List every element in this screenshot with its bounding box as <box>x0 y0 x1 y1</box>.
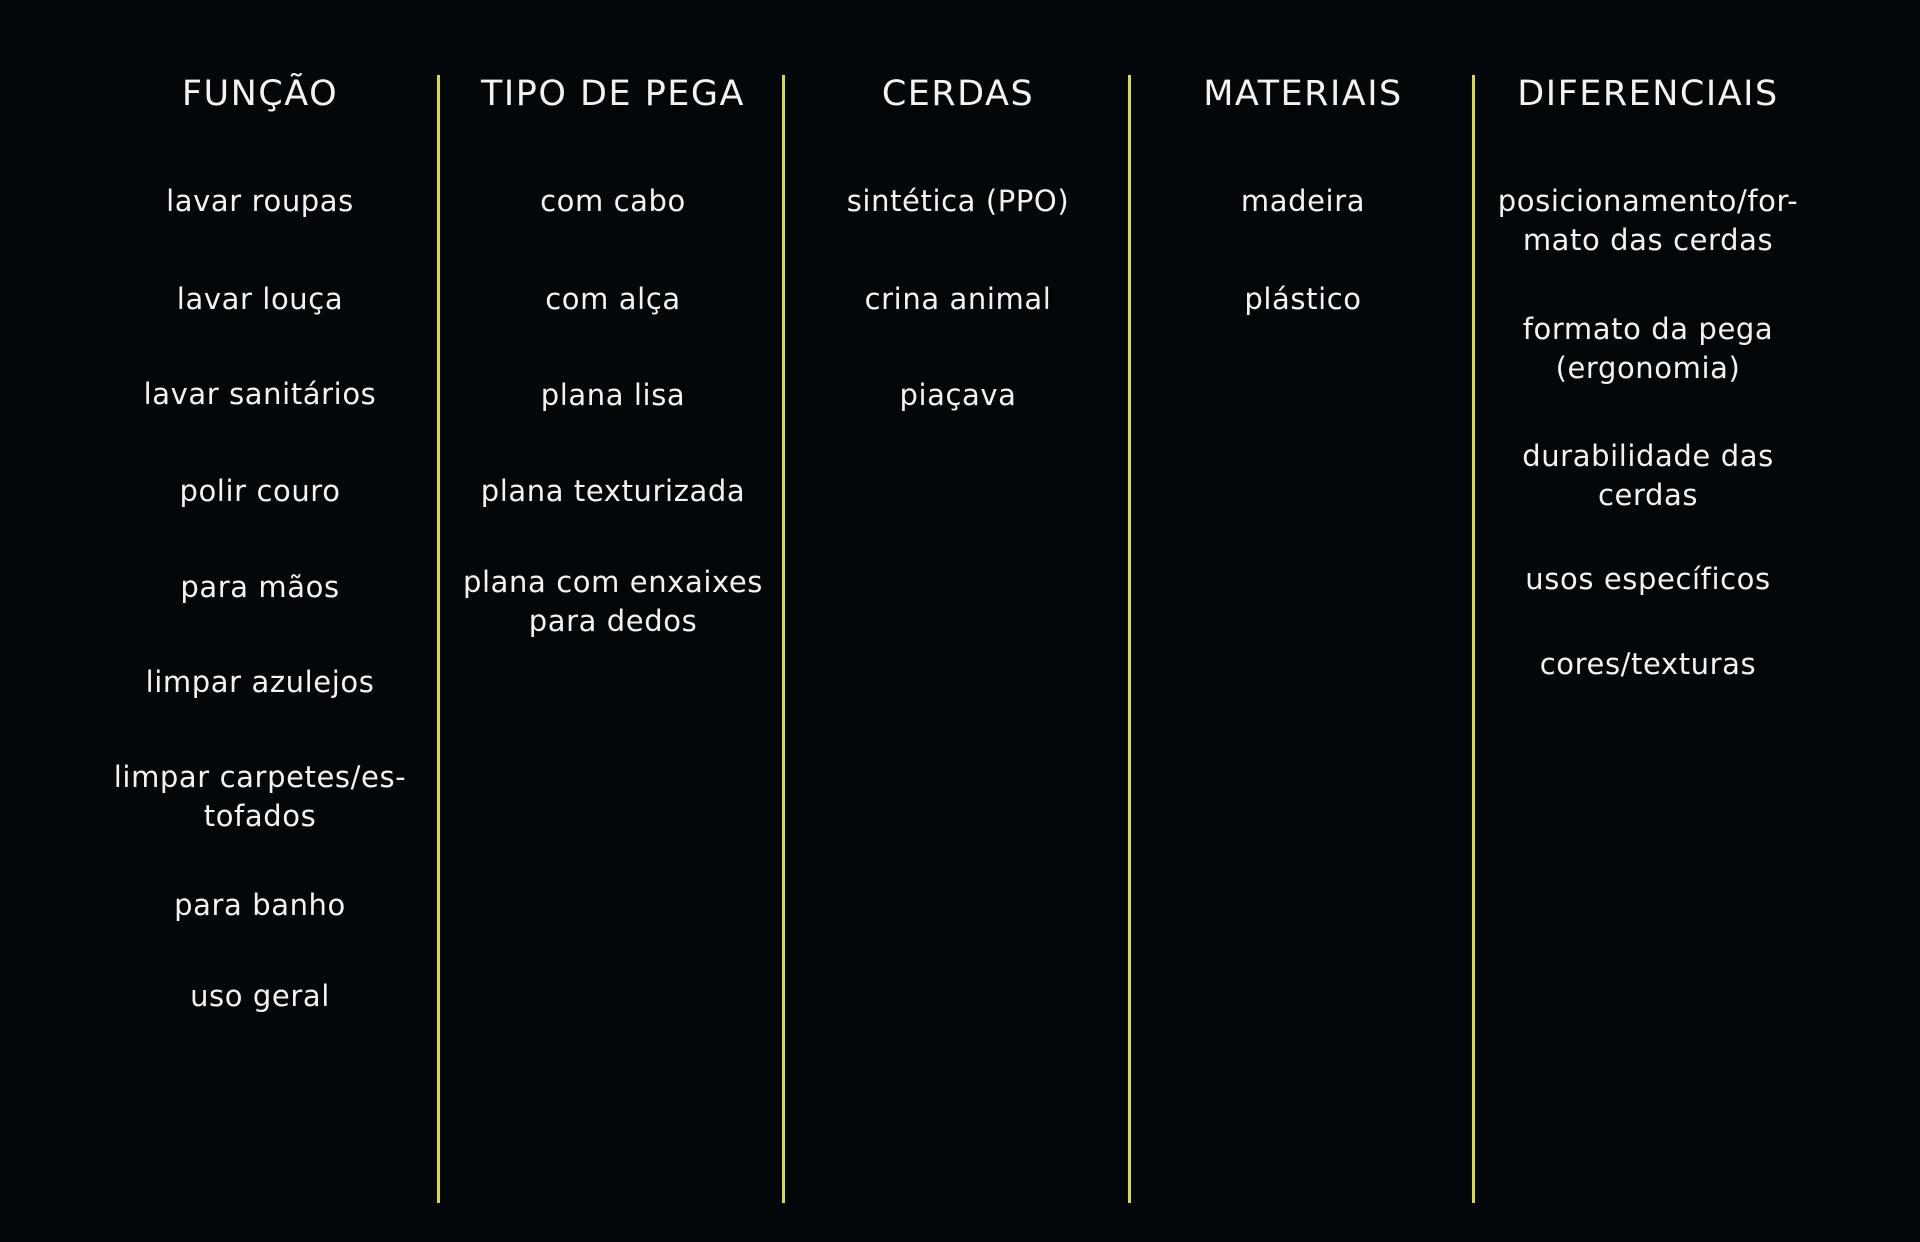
list-item: uso geral <box>190 979 330 1013</box>
list-item: polir couro <box>179 474 341 508</box>
list-item: usos específicos <box>1525 562 1771 596</box>
list-item: para banho <box>174 888 346 922</box>
list-item: com alça <box>545 282 681 316</box>
column-title-cerdas: CERDAS <box>881 74 1035 114</box>
list-item: plana texturizada <box>480 474 746 508</box>
column-title-funcao: FUNÇÃO <box>181 74 339 114</box>
column-title-diferenciais: DIFERENCIAIS <box>1517 74 1779 114</box>
column-divider <box>1472 75 1475 1203</box>
list-item: limpar carpetes/es- tofados <box>113 760 407 833</box>
column-funcao <box>85 0 435 1242</box>
column-tipo-de-pega <box>442 0 784 1242</box>
column-materiais <box>1133 0 1473 1242</box>
list-item: com cabo <box>540 184 686 218</box>
list-item: formato da pega (ergonomia) <box>1522 312 1774 385</box>
list-item: limpar azulejos <box>145 665 375 699</box>
list-item: piaçava <box>899 378 1017 412</box>
column-divider <box>1128 75 1131 1203</box>
column-title-tipo-de-pega: TIPO DE PEGA <box>481 74 745 114</box>
column-diferenciais <box>1477 0 1819 1242</box>
column-cerdas <box>787 0 1129 1242</box>
list-item: sintética (PPO) <box>846 184 1070 218</box>
column-title-materiais: MATERIAIS <box>1203 74 1403 114</box>
list-item: plana com enxaixes para dedos <box>463 565 763 638</box>
list-item: crina animal <box>864 282 1052 316</box>
list-item: para mãos <box>180 570 340 604</box>
list-item: lavar roupas <box>166 184 354 218</box>
list-item: lavar sanitários <box>143 377 377 411</box>
list-item: cores/texturas <box>1539 647 1757 681</box>
list-item: plana lisa <box>540 378 686 412</box>
list-item: lavar louça <box>176 282 344 316</box>
column-divider <box>782 75 785 1203</box>
list-item: plástico <box>1244 282 1362 316</box>
list-item: madeira <box>1240 184 1366 218</box>
list-item: posicionamento/for- mato das cerdas <box>1497 184 1799 257</box>
list-item: durabilidade das cerdas <box>1522 439 1774 512</box>
column-divider <box>437 75 440 1203</box>
